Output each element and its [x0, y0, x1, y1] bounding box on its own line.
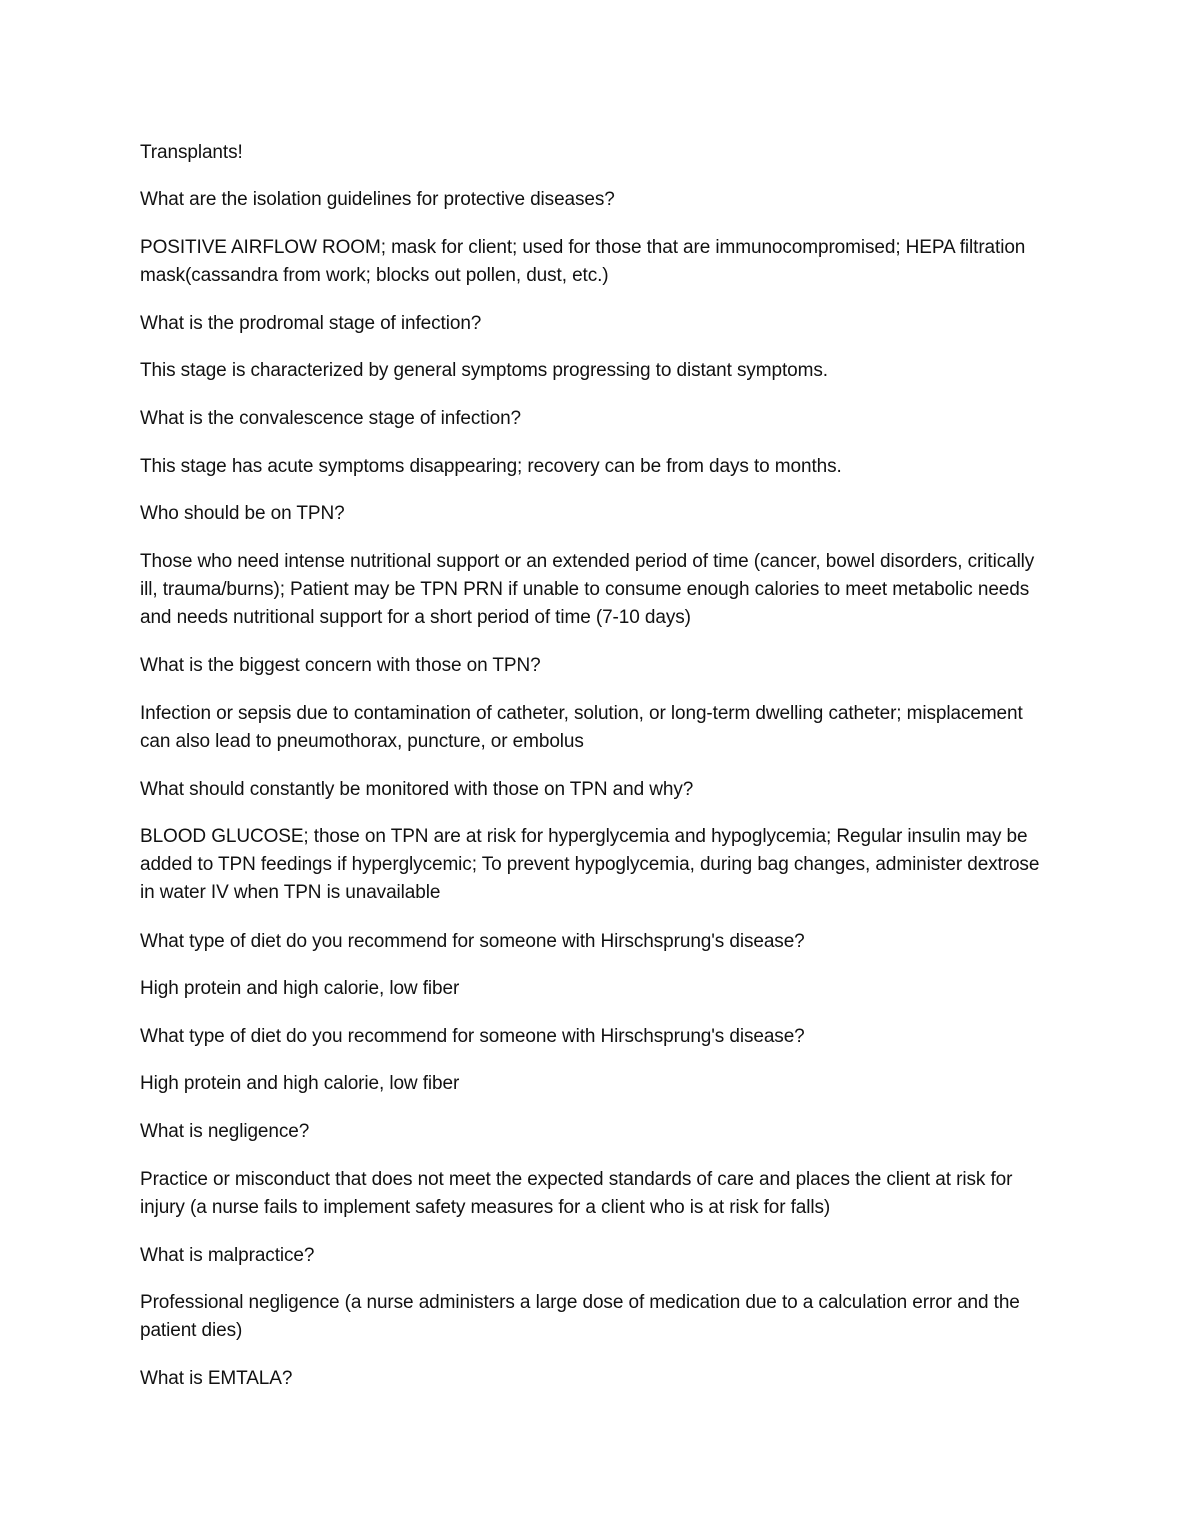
answer-negligence: Practice or misconduct that does not meet the expected standards of care and places the client at risk for injury (a nurse fails to implement safety measures for a client who is at risk for falls): [140, 1169, 1013, 1218]
answer-tpn-concern: Infection or sepsis due to contamination of catheter, solution, or long-term dwelling catheter; misplacement can also lead to pneumothorax, puncture, or embolus: [140, 703, 1023, 752]
answer-prodromal: This stage is characterized by general symptoms progressing to distant symptoms.: [140, 360, 828, 381]
question-hirschsprung-diet-repeat: What type of diet do you recommend for someone with Hirschsprung's disease?: [140, 1026, 805, 1047]
question-tpn-who: Who should be on TPN?: [140, 503, 345, 524]
answer-convalescence: This stage has acute symptoms disappearing; recovery can be from days to months.: [140, 456, 842, 477]
answer-hirschsprung-diet-repeat: High protein and high calorie, low fiber: [140, 1073, 460, 1094]
question-isolation: What are the isolation guidelines for protective diseases?: [140, 189, 615, 210]
answer-malpractice: Professional negligence (a nurse administers a large dose of medication due to a calculation error and the patient dies): [140, 1292, 1020, 1341]
document-title: Transplants!: [140, 142, 243, 163]
question-hirschsprung-diet: What type of diet do you recommend for someone with Hirschsprung's disease?: [140, 931, 805, 952]
question-negligence: What is negligence?: [140, 1121, 310, 1142]
question-emtala: What is EMTALA?: [140, 1368, 293, 1389]
question-convalescence: What is the convalescence stage of infection?: [140, 408, 522, 429]
question-tpn-concern: What is the biggest concern with those on TPN?: [140, 655, 541, 676]
question-tpn-monitor: What should constantly be monitored with those on TPN and why?: [140, 779, 694, 800]
question-malpractice: What is malpractice?: [140, 1245, 315, 1266]
answer-isolation: POSITIVE AIRFLOW ROOM; mask for client; used for those that are immunocompromised; HEPA filtration mask(cassandra from work; blocks out pollen, dust, etc.): [140, 237, 1026, 286]
answer-tpn-monitor: BLOOD GLUCOSE; those on TPN are at risk for hyperglycemia and hypoglycemia; Regular insulin may be added to TPN feedings if hyperglycemic; To prevent hypoglycemia, during bag changes, administer dextrose in water IV when TPN is unavailable: [140, 826, 1040, 903]
question-prodromal: What is the prodromal stage of infection?: [140, 313, 482, 334]
answer-tpn-who: Those who need intense nutritional support or an extended period of time (cancer, bowel disorders, critically ill, trauma/burns); Patient may be TPN PRN if unable to consume enough calories to meet metabolic needs and needs nutritional support for a short period of time (7-10 days): [140, 551, 1035, 628]
answer-hirschsprung-diet: High protein and high calorie, low fiber: [140, 978, 460, 999]
